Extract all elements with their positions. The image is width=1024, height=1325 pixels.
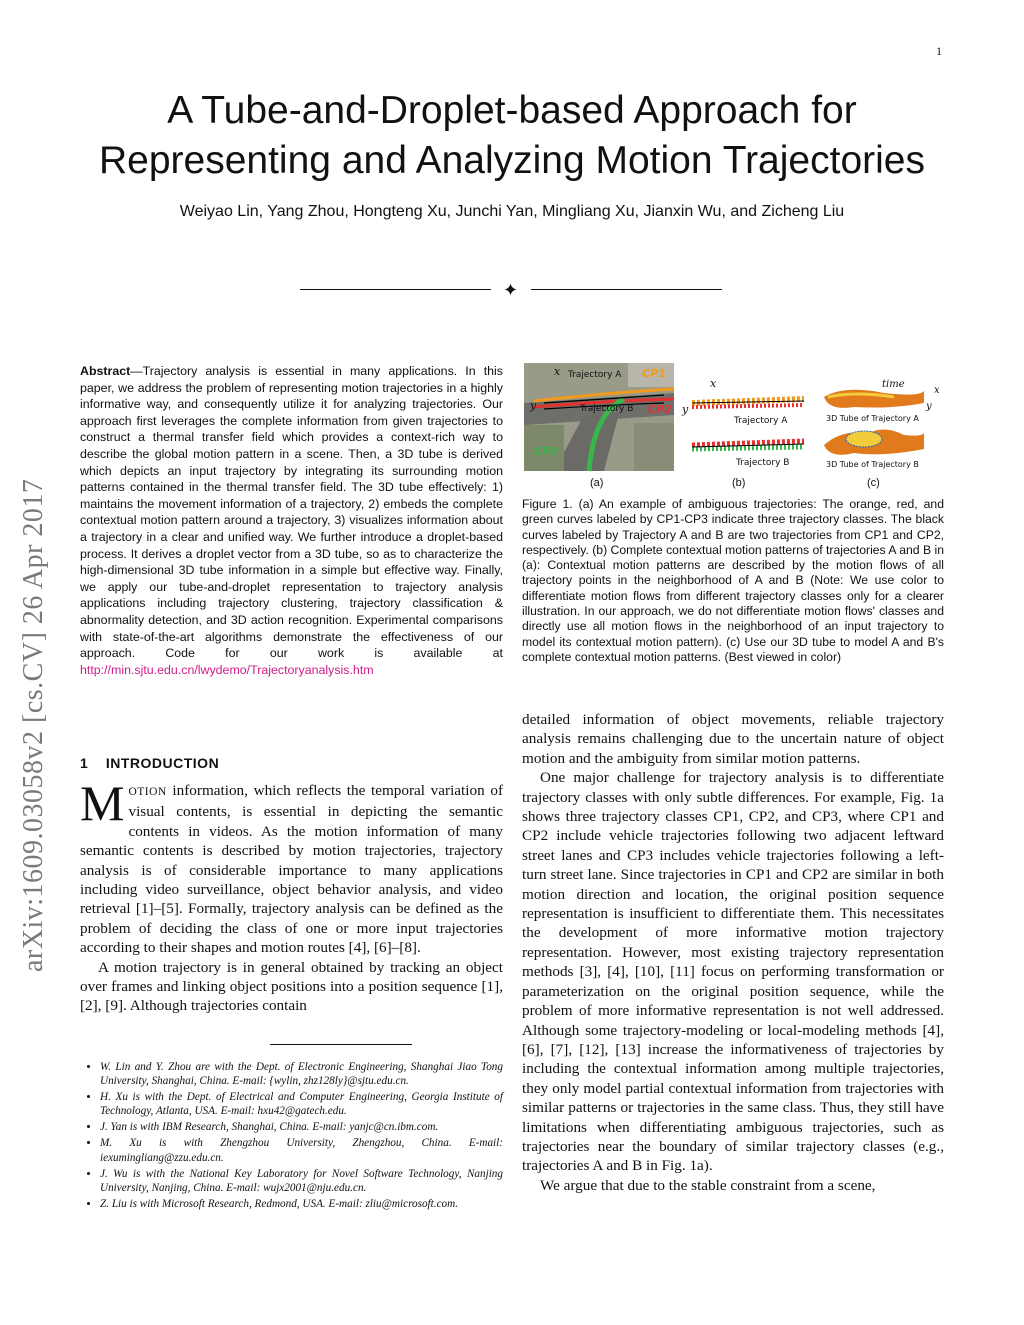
panel-a-scene — [524, 363, 674, 471]
dropcap: M — [80, 775, 125, 831]
right-paragraph-3: We argue that due to the stable constraint from a scene, — [540, 1176, 876, 1194]
divider-line-right — [531, 289, 722, 290]
arxiv-stamp — [10, 350, 58, 970]
panel-b-traj-a-label: Trajectory A — [734, 416, 788, 426]
title-line-1: A Tube-and-Droplet-based Approach for — [167, 89, 857, 132]
arxiv-id: arXiv:1609.03058v2 [cs.CV] 26 Apr 2017 — [18, 478, 49, 972]
footnote-item: • M. Xu is with Zhengzhou University, Zhengzhou, China. E-mail: iexumingliang@zzu.edu.cn. — [100, 1136, 503, 1164]
figure-1-caption: Figure 1. (a) An example of ambiguous trajectories: The orange, red, and green curves labeled by CP1-CP3 indicate three trajectory classes. The black curves labeled by Trajectory A and B are two trajectories from CP1 and CP2, respectively. (b) Complete contextual motion patterns of trajectories A and B in (a): Contextual motion patterns are described by the motion flows of all trajectory points in the neighborhood of A and B (Note: We use color to differentiate motion flows from different trajectory classes only for a clearer illustration. In our approach, we do not differentiate motion flows' classes and directly use all motion flows in the neighborhood of an input trajectory to model its contextual motion pattern). (c) Use our 3D tube to model A and B's complete contextual motion patterns. (Best viewed in color) — [522, 497, 944, 664]
code-link[interactable]: http://min.sjtu.edu.cn/lwydemo/Trajectoryanalysis.htm — [80, 662, 374, 677]
panel-c-x-label: x — [934, 385, 940, 396]
divider-star-icon: ✦ — [503, 280, 519, 300]
abstract-label: Abstract — [80, 364, 131, 378]
section-number: 1 — [80, 755, 89, 771]
subfigure-c-label: (c) — [867, 477, 880, 489]
panel-a-traj-b-label: Trajectory B — [580, 404, 634, 414]
figure-1 — [524, 363, 944, 493]
footnote-item: • J. Wu is with the National Key Laboratory for Novel Software Technology, Nanjing University, Nanjing, China. E-mail: wujx2001@nju.edu.cn. — [100, 1167, 503, 1195]
dropcap-lead: OTION — [128, 786, 167, 798]
panel-a-traj-a-label: Trajectory A — [568, 370, 622, 380]
panel-c-time-label: time — [882, 379, 905, 390]
panel-b-y-label: y — [682, 403, 689, 416]
subfigure-b-label: (b) — [732, 477, 746, 489]
title-divider — [300, 280, 724, 305]
footnote-item: • W. Lin and Y. Zhou are with the Dept. of Electronic Engineering, Shanghai Jiao Tong University, Shanghai, China. E-mail: {wylin, zhz128ly}@sjtu.edu.cn. — [100, 1060, 503, 1088]
abstract — [80, 363, 503, 678]
footnotes — [80, 1060, 503, 1213]
footnote-rule — [270, 1044, 412, 1045]
panel-a-cp1-label: CP1 — [642, 367, 666, 380]
panel-a-cp2-label: CP2 — [648, 403, 672, 416]
intro-paragraph-1 — [80, 775, 503, 958]
page-number: 1 — [936, 44, 942, 58]
panel-c-tube-a-label: 3D Tube of Trajectory A — [826, 414, 919, 423]
panel-a-x-label: x — [554, 365, 561, 378]
title-line-2: Representing and Analyzing Motion Trajectories — [99, 139, 925, 182]
divider-line-left — [300, 289, 491, 290]
panel-b-x-label: x — [710, 377, 717, 390]
subfigure-a-label: (a) — [590, 477, 604, 489]
section-heading — [80, 755, 219, 771]
paper-title — [60, 86, 964, 186]
footnote-item: • Z. Liu is with Microsoft Research, Redmond, USA. E-mail: zliu@microsoft.com. — [100, 1197, 503, 1211]
author-list: Weiyao Lin, Yang Zhou, Hongteng Xu, Junchi Yan, Mingliang Xu, Jianxin Wu, and Zicheng Liu — [179, 203, 845, 220]
panel-a-y-label: y — [530, 399, 537, 412]
right-paragraph-1: detailed information of object movements, reliable trajectory analysis remains challenging due to the uncertain nature of object motion and the ambiguity from similar motion patterns. — [522, 711, 944, 767]
section-title: INTRODUCTION — [105, 755, 220, 771]
panel-a-cp3-label: CP3 — [534, 445, 558, 458]
panel-b-flows — [681, 377, 804, 468]
intro-paragraph-2: A motion trajectory is in general obtained by tracking an object over frames and linking object positions into a position sequence [1], [2], [9]. Although trajectories contain — [80, 958, 503, 1015]
right-paragraph-2: One major challenge for trajectory analysis is to differentiate trajectory classes with only subtle differences. For example, Fig. 1a shows three trajectory classes CP1, CP2, and CP3, where CP1 and CP2 include vehicle trajectories following two adjacent leftward street lanes and CP3 includes vehicle trajectories following a left-turn street lane. Since trajectories in CP1 and CP2 are similar in both motion direction and location, the original position sequence representation is insufficient to differentiate them. This necessitates the development of more informative motion trajectory representation. However, most existing trajectory representation methods [3], [4], [10], [11] focus on performing transformation or parameterization on the original position sequence, while the problem of more informative representation is not well addressed. Although some trajectory-modeling or local-modeling methods [4], [6], [7], [12], [13] increase the informativeness of trajectories by including the contextual information among multiple trajectories, they only model partial contextual information from trajectories with similar patterns or trajectories in the same class. Thus, they still have limitations when differentiating ambiguous trajectories, such as trajectories near the boundary of similar trajectory classes (e.g., trajectories A and B in Fig. 1a). — [522, 769, 944, 1175]
panel-c-y-label: y — [926, 401, 932, 412]
intro-right-column — [522, 710, 944, 1195]
footnote-item: • J. Yan is with IBM Research, Shanghai, China. E-mail: yanjc@cn.ibm.com. — [100, 1120, 503, 1134]
figure-1-graphic — [524, 363, 944, 493]
intro-left-column — [80, 775, 503, 1016]
abstract-text: —Trajectory analysis is essential in many applications. In this paper, we address the problem of representing motion trajectories in a highly informative way, and consequently utilize it for analyzing trajectories. Our approach first leverages the complete information from given trajectories to construct a thermal transfer field which provides a context-rich way to describe the global motion pattern in a scene. Then, a 3D tube is derived which depicts an input trajectory by integrating its surrounding motion patterns contained in the thermal transfer field. The 3D tube effectively: 1) maintains the movement information of a trajectory, 2) embeds the complete contextual motion pattern around a trajectory, 3) visualizes information about a trajectory in a clear and unified way. We further introduce a droplet-based process. It derives a droplet vector from a 3D tube, so as to characterize the high-dimensional 3D tube information in a simple but effective way. Finally, we apply our tube-and-droplet representation to trajectory analysis applications including trajectory clustering, trajectory classification & abnormality detection, and 3D action recognition. Experimental comparisons with state-of-the-art algorithms demonstrate the effectiveness of our approach. Code for our work is available at — [80, 364, 503, 661]
panel-b-traj-b-label: Trajectory B — [736, 458, 790, 468]
panel-c-tubes — [824, 379, 940, 469]
footnote-item: • H. Xu is with the Dept. of Electrical and Computer Engineering, Georgia Institute of Technology, Atlanta, USA. E-mail: hxu42@gatech.edu. — [100, 1090, 503, 1118]
panel-c-tube-b-label: 3D Tube of Trajectory B — [826, 460, 919, 469]
intro-paragraph-1-text: information, which reflects the temporal variation of visual contents, is essential in depicting the semantic contents in videos. As the motion information of many semantic contents is described by motion trajectories, trajectory analysis is of considerable importance to many applications including video surveillance, object behavior analysis, and video retrieval [1]–[5]. Formally, trajectory analysis can be defined as the problem of deciding the class of one or more input trajectories according to their shapes and motion routes [4], [6]–[8]. — [80, 782, 503, 957]
